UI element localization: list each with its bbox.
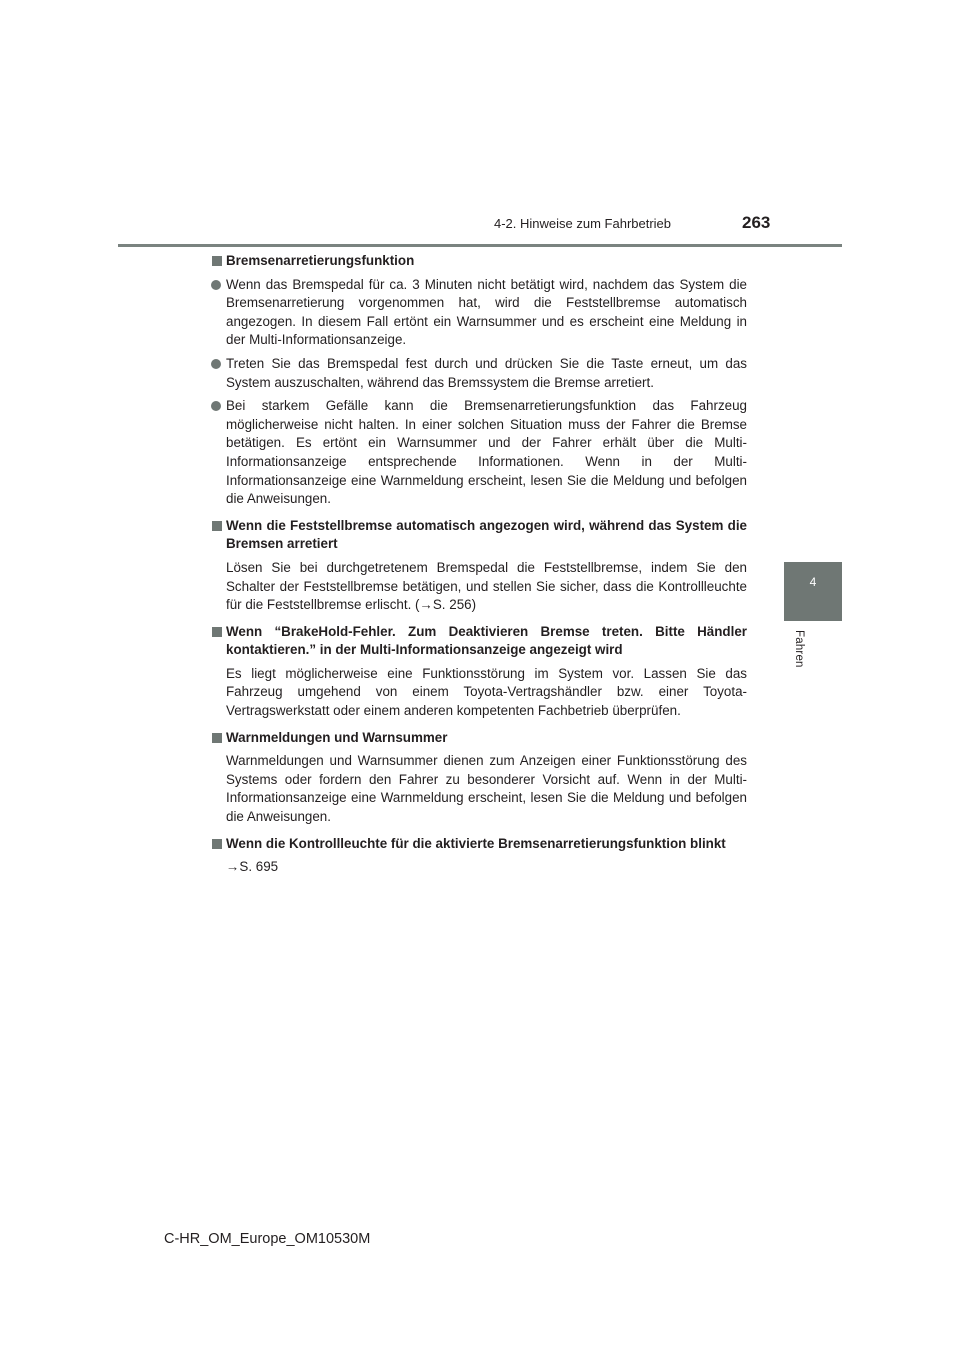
section-body: Warnmeldungen und Warnsummer dienen zum Anzeigen einer Funktionsstörung des Systems oder fordern den Fahrer zu besonderer Vorsicht auf. Wenn in der Multi-Informationsanzeige eine Warnmeldung erscheint, lesen Sie die Meldung und befolgen die Anweisungen.	[226, 753, 747, 825]
square-bullet-icon	[212, 839, 222, 849]
page-reference: →S. 695	[226, 859, 279, 875]
running-header-section: 4-2. Hinweise zum Fahrbetrieb	[494, 216, 672, 231]
page-number: 263	[742, 213, 771, 232]
section-heading-text: Bremsenarretierungsfunktion	[226, 253, 415, 268]
section-heading-text: Wenn “BrakeHold-Fehler. Zum Deaktivieren Bremse treten. Bitte Händler kontaktieren.” in der Multi-Informationsanzeige angezeigt wird	[226, 623, 747, 658]
list-item-text: Wenn das Bremspedal für ca. 3 Minuten nicht betätigt wird, nachdem das System die Bremsenarretierung vorgenommen hat, wird die Feststellbremse automatisch angezogen. In diesem Fall ertönt ein Warnsummer und es erscheint eine Meldung in der Multi-Informationsanzeige.	[226, 276, 747, 348]
list-item-text: Bei starkem Gefälle kann die Bremsenarretierungsfunktion das Fahrzeug möglicherweise nicht halten. In einer solchen Situation muss der Fahrer die Bremse betätigen. Es ertönt ein Warnsummer und der Fahrer erhält über die Multi-Informationsanzeige entsprechende Informationen. Wenn in der Multi-Informationsanzeige eine Warnmeldung erscheint, lesen Sie die Meldung und befolgen die Anweisungen.	[226, 398, 747, 507]
section-heading-text: Warnmeldungen und Warnsummer	[226, 729, 448, 745]
section-parking-brake-auto	[211, 517, 747, 615]
list-item	[211, 355, 747, 392]
list-item-text: Treten Sie das Bremspedal fest durch und drücken Sie die Taste erneut, um das System auszuschalten, während das Bremssystem die Bremse arretiert.	[226, 355, 747, 390]
list-item	[211, 276, 747, 350]
section-body: Lösen Sie bei durchgetretenem Bremspedal die Feststellbremse, indem Sie den Schalter der Feststellbremse betätigen, und stellen Sie sicher, dass die Kontrollleuchte für die Feststellbremse erlischt. (→S. 256)	[226, 559, 747, 613]
header-divider	[118, 244, 842, 247]
section-heading	[211, 517, 747, 554]
section-warnings	[211, 729, 747, 827]
square-bullet-icon	[212, 627, 222, 637]
section-body: Es liegt möglicherweise eine Funktionsstörung im System vor. Lassen Sie das Fahrzeug umgehend von einem Toyota-Vertragshändler bzw. einer Toyota-Vertragswerkstatt oder einem anderen kompetenten Fachbetrieb überprüfen.	[226, 665, 747, 719]
chapter-tab-label: Fahren	[793, 630, 805, 668]
page-content	[211, 252, 747, 885]
section-heading-text: Wenn die Feststellbremse automatisch angezogen wird, während das System die Bremsen arretiert	[226, 517, 747, 552]
section-heading	[211, 252, 747, 271]
square-bullet-icon	[212, 256, 222, 266]
section-heading	[211, 623, 747, 660]
circle-bullet-icon	[211, 359, 221, 369]
section-heading	[211, 835, 747, 854]
chapter-tab-number: 4	[809, 575, 817, 589]
square-bullet-icon	[212, 733, 222, 743]
section-heading	[211, 729, 747, 748]
circle-bullet-icon	[211, 280, 221, 290]
section-brake-hold	[211, 252, 747, 509]
section-brakehold-error	[211, 623, 747, 721]
list-item	[211, 397, 747, 509]
section-indicator-flashing	[211, 835, 747, 877]
square-bullet-icon	[212, 521, 222, 531]
document-footer-id: C-HR_OM_Europe_OM10530M	[164, 1231, 371, 1247]
chapter-tab	[784, 562, 842, 621]
section-heading-text: Wenn die Kontrollleuchte für die aktivierte Bremsenarretierungsfunktion blinkt	[226, 835, 726, 851]
circle-bullet-icon	[211, 401, 221, 411]
